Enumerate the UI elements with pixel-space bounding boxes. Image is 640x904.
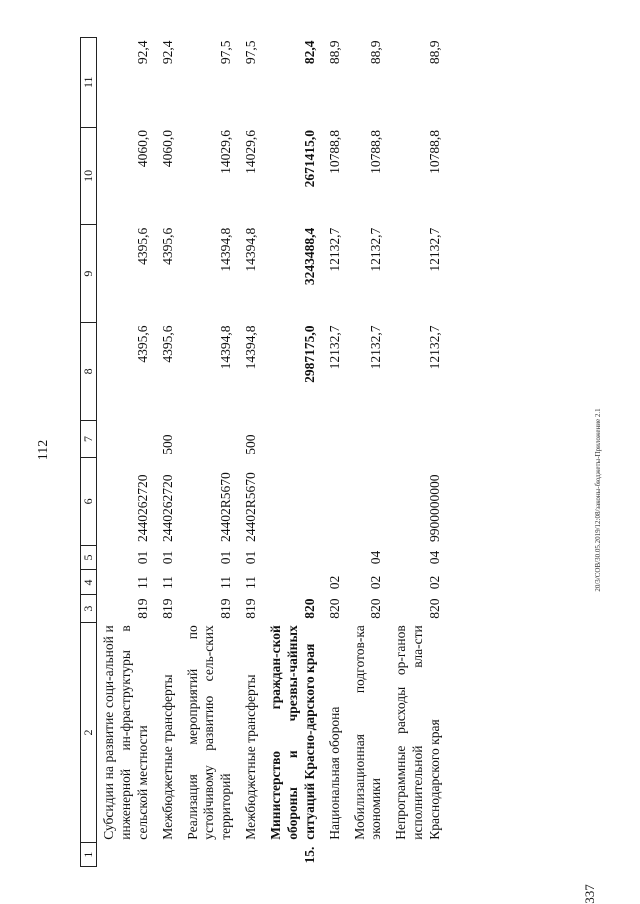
table-cell-name: Реализация мероприятий по устойчивому развитию сель-ских территорий (184, 625, 234, 840)
table-cell-num (97, 843, 156, 867)
table-cell-num: 15. (301, 846, 317, 864)
table-cell-c8: 12132,7 (427, 325, 442, 370)
table-cell-c6: 9900000000 (427, 474, 442, 543)
table-cell-num (239, 843, 264, 867)
table-cell-c10: 14029,6 (243, 130, 259, 174)
table-cell-c8: 4395,6 (159, 325, 175, 363)
table-cell-c6: 2440262720 (159, 474, 175, 543)
table-cell-name: Министерство граждан-ской обороны и чрезвы-чайных ситуаций Красно-дарского края (268, 625, 317, 840)
table-cell-c3: 819 (243, 598, 259, 619)
budget-table (80, 37, 448, 867)
table-cell-c4: 11 (243, 575, 259, 589)
table-cell-c9: 12132,7 (326, 227, 342, 272)
table-cell-c6: 2440262720 (134, 474, 150, 543)
table-cell-c5: 01 (243, 550, 259, 565)
table-cell-c9: 4395,6 (134, 227, 150, 265)
table-cell-c8: 12132,7 (368, 325, 384, 370)
table-cell-c6 (348, 458, 390, 545)
header-cell: 1 (81, 843, 97, 867)
table-cell-c3: 820 (427, 598, 442, 619)
table-cell-c8: 4395,6 (134, 325, 150, 363)
table-cell-c10: 4060,0 (134, 130, 150, 168)
table-cell-num (389, 843, 448, 867)
table-row (264, 38, 323, 867)
rotated-table-container (80, 37, 560, 867)
header-cell: 10 (81, 127, 97, 225)
table-cell-c9: 3243488,4 (301, 227, 317, 286)
table-cell-c11: 82,4 (301, 40, 317, 65)
header-cell: 7 (81, 420, 97, 457)
table-cell-c9: 14394,8 (218, 227, 234, 272)
table-cell-c4 (264, 570, 323, 595)
table-cell-c6: 24402R5670 (243, 472, 259, 543)
table-cell-c6 (323, 458, 348, 545)
table-cell-c3: 820 (301, 598, 317, 619)
table-cell-num (156, 843, 181, 867)
table-cell-num (181, 843, 240, 867)
table-cell-c4: 11 (159, 575, 175, 589)
table-cell-c11: 97,5 (218, 40, 234, 65)
table-cell-c5: 01 (134, 550, 150, 565)
table-cell-c3: 819 (134, 598, 150, 619)
table-cell-c7 (348, 420, 390, 457)
table-cell-name: Непрограммные расходы ор-ганов исполнительной вла-сти Краснодарского края (393, 625, 442, 840)
table-cell-c7 (389, 420, 448, 457)
table-cell-c8: 2987175,0 (301, 325, 317, 383)
header-cell: 3 (81, 595, 97, 622)
table-cell-c5: 04 (427, 550, 442, 565)
table-cell-c6: 24402R5670 (218, 472, 234, 543)
table-cell-c10: 10788,8 (326, 130, 342, 174)
table-cell-name: Мобилизационная подготов-ка экономики (351, 625, 384, 840)
table-cell-c5 (264, 545, 323, 570)
table-cell-c7: 500 (159, 434, 175, 455)
table-row (97, 38, 156, 867)
table-cell-c3: 820 (326, 598, 342, 619)
table-cell-c11: 92,4 (159, 40, 175, 65)
table-cell-c10: 14029,6 (218, 130, 234, 174)
table-cell-name: Межбюджетные трансферты (243, 674, 259, 840)
table-cell-c11: 88,9 (427, 40, 442, 65)
corner-page-number: 337 (582, 884, 597, 904)
table-cell-name: Субсидии на развитие соци-альной и инженерной ин-фраструктуры в сельской местности (101, 625, 150, 840)
table-cell-c10: 2671415,0 (301, 130, 317, 188)
table-cell-c4: 11 (218, 575, 234, 589)
table-cell-c9: 14394,8 (243, 227, 259, 272)
header-cell: 9 (81, 225, 97, 323)
table-cell-c4: 02 (326, 575, 342, 590)
table-cell-c4: 02 (368, 575, 384, 590)
table-cell-name: Национальная оборона (326, 706, 342, 840)
table-cell-num (323, 843, 348, 867)
table-row (348, 38, 390, 867)
table-cell-c7 (97, 420, 156, 457)
table-row (239, 38, 264, 867)
table-cell-num (348, 843, 390, 867)
table-cell-name: Межбюджетные трансферты (159, 674, 175, 840)
header-cell: 4 (81, 570, 97, 595)
table-cell-c9: 12132,7 (427, 227, 442, 272)
table-cell-c10: 10788,8 (368, 130, 384, 174)
table-cell-c7 (264, 420, 323, 457)
table-cell-c7: 500 (243, 434, 259, 455)
footer-code: 20/3/СОВ/30.05.2019/12:08/законы-бюджеты-Приложение 2.1 (594, 408, 602, 592)
table-cell-c6 (264, 458, 323, 545)
page-number: 112 (36, 439, 51, 461)
table-row (181, 38, 240, 867)
table-cell-c9: 12132,7 (368, 227, 384, 272)
table-cell-c8: 14394,8 (218, 325, 234, 370)
header-cell: 11 (81, 38, 97, 128)
table-header-row (81, 38, 97, 867)
table-row (389, 38, 448, 867)
table-cell-c8: 12132,7 (326, 325, 342, 370)
table-cell-c11: 97,5 (243, 40, 259, 65)
table-cell-c5: 04 (368, 550, 384, 565)
table-row (323, 38, 348, 867)
header-cell: 6 (81, 458, 97, 545)
table-cell-c10: 4060,0 (159, 130, 175, 168)
header-cell: 2 (81, 622, 97, 842)
table-cell-c5: 01 (218, 550, 234, 565)
table-cell-c11: 88,9 (326, 40, 342, 65)
table-cell-c4: 11 (134, 575, 150, 589)
table-cell-c7 (181, 420, 240, 457)
table-cell-c3: 819 (159, 598, 175, 619)
table-cell-c9: 4395,6 (159, 227, 175, 265)
table-cell-c11: 88,9 (368, 40, 384, 65)
table-row (156, 38, 181, 867)
table-cell-c11: 92,4 (134, 40, 150, 65)
table-cell-c10: 10788,8 (427, 130, 442, 174)
table-cell-c3: 819 (218, 598, 234, 619)
header-cell: 5 (81, 545, 97, 570)
table-cell-c8: 14394,8 (243, 325, 259, 370)
table-cell-c5 (323, 545, 348, 570)
table-cell-c7 (323, 420, 348, 457)
table-cell-c3: 820 (368, 598, 384, 619)
table-cell-c4: 02 (427, 575, 442, 590)
header-cell: 8 (81, 323, 97, 421)
table-cell-c5: 01 (159, 550, 175, 565)
